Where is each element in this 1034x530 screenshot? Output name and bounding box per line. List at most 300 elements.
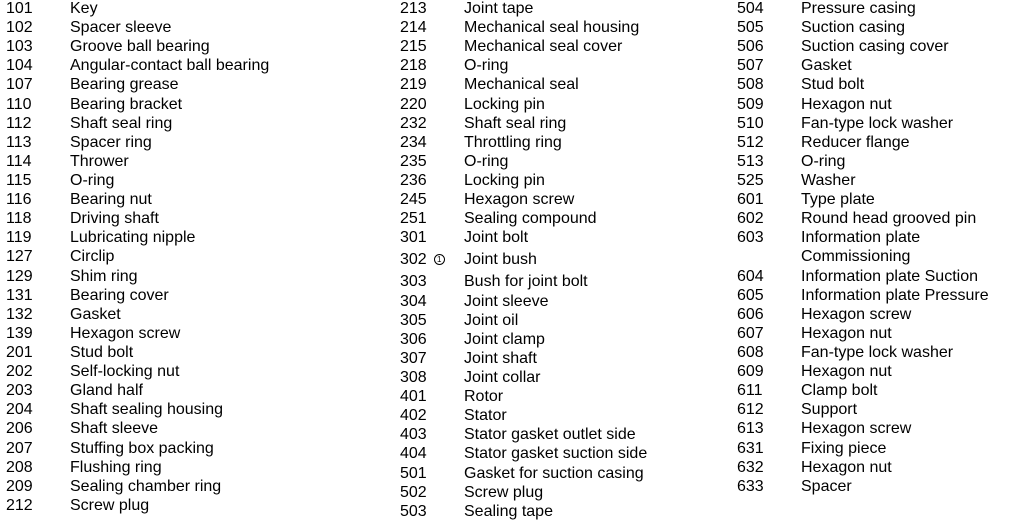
- part-name: Round head grooved pin: [801, 210, 977, 228]
- parts-list-row: [737, 37, 989, 56]
- parts-list-row: [400, 114, 647, 133]
- part-number: 118: [6, 210, 32, 228]
- part-name: Stud bolt: [801, 76, 865, 94]
- part-name: Stuffing box packing: [70, 439, 214, 457]
- part-number: 613: [737, 420, 764, 438]
- part-number: 503: [400, 502, 427, 520]
- part-name: Sealing tape: [464, 502, 553, 520]
- part-number-cell: [400, 56, 464, 75]
- part-number: 208: [6, 458, 33, 476]
- part-name: Information plate: [801, 229, 921, 247]
- part-number-cell: [6, 439, 70, 458]
- part-name: O-ring: [464, 152, 509, 170]
- part-number-cell: [400, 425, 464, 444]
- part-name: Hexagon nut: [801, 324, 892, 342]
- part-number: 236: [400, 172, 427, 190]
- part-number-cell: [6, 286, 70, 305]
- part-number: 513: [737, 152, 764, 170]
- part-number: 306: [400, 330, 427, 348]
- part-name: Reducer flange: [801, 133, 910, 151]
- part-name: Type plate: [801, 191, 875, 209]
- part-name: Spacer sleeve: [70, 19, 172, 37]
- parts-list-row: [737, 286, 989, 305]
- part-name: Driving shaft: [70, 210, 159, 228]
- parts-list-row: [737, 267, 989, 286]
- parts-list-row: [400, 209, 647, 228]
- parts-list-row: [400, 228, 647, 247]
- part-number-cell: [6, 247, 70, 266]
- parts-list-row: [400, 292, 647, 311]
- part-name: O-ring: [70, 172, 115, 190]
- part-name: Mechanical seal cover: [464, 38, 623, 56]
- part-number: 232: [400, 114, 427, 132]
- parts-list-row: [400, 133, 647, 152]
- parts-list-row: [6, 114, 269, 133]
- part-name: Spacer ring: [70, 133, 152, 151]
- part-name: Fan-type lock washer: [801, 344, 954, 362]
- part-name: Gasket for suction casing: [464, 464, 644, 482]
- parts-list-row: [6, 171, 269, 190]
- part-number-cell: [737, 56, 801, 75]
- part-number-cell: [737, 75, 801, 94]
- part-number-cell: [6, 133, 70, 152]
- part-number-cell: [737, 133, 801, 152]
- part-name: Key: [70, 0, 98, 18]
- part-number-cell: [6, 95, 70, 114]
- part-number-cell: [6, 75, 70, 94]
- part-number: 110: [6, 95, 32, 113]
- parts-list-row: [400, 272, 647, 291]
- parts-list-row: [737, 0, 989, 18]
- part-number-cell: [737, 477, 801, 496]
- parts-list-row: [6, 209, 269, 228]
- parts-list-row: [6, 133, 269, 152]
- part-name: Information plate Pressure: [801, 286, 989, 304]
- part-number-cell: [737, 458, 801, 477]
- part-number: 214: [400, 19, 427, 37]
- part-number-cell: [6, 324, 70, 343]
- parts-column-3: [737, 0, 989, 496]
- part-number-cell: [737, 439, 801, 458]
- part-number-cell: [400, 406, 464, 425]
- part-name: Throttling ring: [464, 133, 562, 151]
- part-number-cell: [400, 133, 464, 152]
- parts-list-row: [400, 37, 647, 56]
- part-number: 505: [737, 19, 764, 37]
- part-number-cell: [737, 400, 801, 419]
- part-number: 207: [6, 439, 33, 457]
- part-name: Information plate Suction: [801, 267, 978, 285]
- part-name: O-ring: [464, 57, 509, 75]
- part-number: 132: [6, 305, 33, 323]
- part-name: Shaft sealing housing: [70, 401, 223, 419]
- part-number: 501: [400, 464, 427, 482]
- part-name: Bearing cover: [70, 286, 169, 304]
- part-name: Screw plug: [70, 496, 150, 514]
- part-number-cell: [6, 0, 70, 18]
- part-number: 219: [400, 76, 427, 94]
- part-name: Stator gasket outlet side: [464, 426, 636, 444]
- parts-list-row: [737, 458, 989, 477]
- part-number: 107: [6, 76, 33, 94]
- part-number-cell: [400, 37, 464, 56]
- parts-list-row: [737, 152, 989, 171]
- part-number: 512: [737, 133, 764, 151]
- part-number-cell: [400, 311, 464, 330]
- parts-list-row: [737, 209, 989, 228]
- parts-list-row: [6, 75, 269, 94]
- parts-list-row: [6, 247, 269, 266]
- part-number-cell: [400, 75, 464, 94]
- part-number: 202: [6, 363, 33, 381]
- part-number: 139: [6, 324, 33, 342]
- part-number: 606: [737, 305, 764, 323]
- parts-list-row: [400, 152, 647, 171]
- part-number-cell: [6, 362, 70, 381]
- parts-list-row: [737, 439, 989, 458]
- part-number-cell: [6, 458, 70, 477]
- parts-list-row: [737, 56, 989, 75]
- part-number: 206: [6, 420, 33, 438]
- parts-list-row: [737, 18, 989, 37]
- part-number: 633: [737, 477, 764, 495]
- part-number: 218: [400, 57, 427, 75]
- part-name: Shaft seal ring: [70, 114, 173, 132]
- part-name: Joint tape: [464, 0, 534, 18]
- part-number-cell: [6, 152, 70, 171]
- part-number-cell: [737, 190, 801, 209]
- part-number: 604: [737, 267, 764, 285]
- part-number-cell: [400, 114, 464, 133]
- parts-list-row: [6, 400, 269, 419]
- part-number-cell: [737, 152, 801, 171]
- part-number-cell: [400, 368, 464, 387]
- part-name: Suction casing cover: [801, 38, 949, 56]
- part-name: Joint bolt: [464, 229, 529, 247]
- part-number: 307: [400, 349, 427, 367]
- part-name: Joint shaft: [464, 349, 537, 367]
- part-number-cell: [400, 330, 464, 349]
- part-number: 506: [737, 38, 764, 56]
- parts-list-row: [400, 425, 647, 444]
- part-number-cell: [6, 171, 70, 190]
- part-number: 303: [400, 273, 427, 291]
- parts-list-row: [6, 190, 269, 209]
- part-number-cell: [737, 305, 801, 324]
- part-number-cell: [400, 228, 464, 247]
- parts-list-row: [6, 362, 269, 381]
- part-name: Locking pin: [464, 95, 545, 113]
- part-number: 129: [6, 267, 33, 285]
- parts-list-row: [737, 114, 989, 133]
- part-number-cell: [737, 209, 801, 228]
- part-number-cell: [737, 114, 801, 133]
- part-name: Fixing piece: [801, 439, 887, 457]
- part-name: Rotor: [464, 388, 504, 406]
- part-name: Joint bush: [464, 251, 537, 269]
- part-number-cell: [6, 37, 70, 56]
- footnote-marker: 1: [434, 254, 445, 265]
- part-number-cell: [400, 0, 464, 18]
- parts-list-row: [6, 56, 269, 75]
- parts-list-row: [737, 228, 989, 247]
- part-number: 601: [737, 191, 764, 209]
- parts-list-row: [400, 368, 647, 387]
- parts-list-row: [737, 362, 989, 381]
- parts-column-1: [6, 0, 269, 515]
- part-name: Joint collar: [464, 369, 541, 387]
- part-name: Hexagon nut: [801, 95, 892, 113]
- part-number-cell: [6, 267, 70, 286]
- part-number: 131: [6, 286, 33, 304]
- part-number: 220: [400, 95, 427, 113]
- part-name: Self-locking nut: [70, 363, 180, 381]
- part-name: Angular-contact ball bearing: [70, 57, 270, 75]
- part-name: Spacer: [801, 477, 852, 495]
- parts-list-row: [6, 228, 269, 247]
- part-number-cell: [737, 343, 801, 362]
- parts-list-row: [400, 483, 647, 502]
- parts-list-row: [6, 419, 269, 438]
- part-number: 308: [400, 369, 427, 387]
- parts-list-row: [737, 343, 989, 362]
- parts-list-row: [6, 0, 269, 18]
- parts-list-row: [737, 324, 989, 343]
- part-number: 302: [400, 251, 427, 269]
- part-name: Shim ring: [70, 267, 138, 285]
- part-number-cell: [400, 250, 464, 269]
- part-number-cell: [737, 37, 801, 56]
- part-name: Shaft seal ring: [464, 114, 567, 132]
- part-number: 609: [737, 363, 764, 381]
- part-number-cell: [737, 0, 801, 18]
- parts-list-row: [400, 349, 647, 368]
- part-number: 103: [6, 38, 33, 56]
- part-name: Bearing nut: [70, 191, 152, 209]
- part-number: 204: [6, 401, 33, 419]
- part-name: Joint clamp: [464, 330, 545, 348]
- part-number: 605: [737, 286, 764, 304]
- part-name: Hexagon screw: [464, 191, 575, 209]
- part-name: Sealing compound: [464, 210, 597, 228]
- part-number-cell: [6, 56, 70, 75]
- parts-list-row: [737, 171, 989, 190]
- part-number: 510: [737, 114, 764, 132]
- part-number-cell: [6, 496, 70, 515]
- part-number: 509: [737, 95, 764, 113]
- part-number: 612: [737, 401, 764, 419]
- part-name: Groove ball bearing: [70, 38, 210, 56]
- part-number: 245: [400, 191, 427, 209]
- part-number: 504: [737, 0, 764, 18]
- parts-list-row: [400, 95, 647, 114]
- part-name: Stator gasket suction side: [464, 445, 648, 463]
- part-number: 234: [400, 133, 427, 151]
- part-number: 607: [737, 324, 764, 342]
- parts-list-row: [400, 502, 647, 521]
- part-name: Hexagon screw: [70, 324, 181, 342]
- part-name: Pressure casing: [801, 0, 916, 18]
- parts-list-row: [737, 95, 989, 114]
- parts-list-row: [400, 75, 647, 94]
- parts-list-row: [400, 311, 647, 330]
- part-number-cell: [737, 286, 801, 305]
- parts-list-row: [6, 477, 269, 496]
- part-number: 301: [400, 229, 427, 247]
- part-number: 209: [6, 477, 33, 495]
- part-number-cell: [6, 114, 70, 133]
- parts-list-row: [6, 458, 269, 477]
- part-number-cell: [6, 343, 70, 362]
- part-name: Gasket: [801, 57, 852, 75]
- part-number-cell: [400, 349, 464, 368]
- part-name: Hexagon nut: [801, 363, 892, 381]
- part-number: 401: [400, 388, 427, 406]
- part-number-cell: [400, 209, 464, 228]
- parts-list-row: [737, 400, 989, 419]
- part-number-cell: [400, 444, 464, 463]
- part-number-cell: [737, 171, 801, 190]
- part-name: Lubricating nipple: [70, 229, 196, 247]
- part-name: Clamp bolt: [801, 382, 878, 400]
- parts-list-row: [400, 56, 647, 75]
- parts-list-row: [6, 381, 269, 400]
- part-name: Hexagon nut: [801, 458, 892, 476]
- part-number-cell: [6, 209, 70, 228]
- part-name: Hexagon screw: [801, 305, 912, 323]
- part-number-cell: [400, 18, 464, 37]
- part-number: 608: [737, 344, 764, 362]
- parts-list-row: [737, 190, 989, 209]
- part-number: 404: [400, 445, 427, 463]
- part-number: 201: [6, 344, 33, 362]
- part-number-cell: [6, 305, 70, 324]
- part-number: 305: [400, 311, 427, 329]
- parts-list-row: [6, 496, 269, 515]
- part-number: 502: [400, 483, 427, 501]
- part-number-cell: [400, 190, 464, 209]
- part-name: Fan-type lock washer: [801, 114, 954, 132]
- part-name: Bush for joint bolt: [464, 273, 588, 291]
- part-number: 632: [737, 458, 764, 476]
- parts-list-row: [6, 152, 269, 171]
- part-name: Mechanical seal housing: [464, 19, 640, 37]
- part-number: 304: [400, 292, 427, 310]
- parts-list-row: [400, 444, 647, 463]
- part-name: Shaft sleeve: [70, 420, 159, 438]
- parts-list-row: [400, 247, 647, 272]
- parts-list-row: [6, 95, 269, 114]
- parts-list-row: [6, 343, 269, 362]
- part-name: Bearing grease: [70, 76, 179, 94]
- part-name: Gland half: [70, 382, 143, 400]
- part-number-cell: [737, 324, 801, 343]
- part-name: Commissioning: [801, 248, 911, 266]
- part-name: Hexagon screw: [801, 420, 912, 438]
- part-number-cell: [737, 95, 801, 114]
- parts-list-row: [400, 330, 647, 349]
- part-number: 631: [737, 439, 764, 457]
- part-number: 127: [6, 248, 33, 266]
- parts-list-row: [6, 305, 269, 324]
- part-number: 525: [737, 172, 764, 190]
- parts-list-row: [737, 75, 989, 94]
- part-number-cell: [737, 381, 801, 400]
- part-name: Joint oil: [464, 311, 519, 329]
- part-number: 119: [6, 229, 32, 247]
- parts-list-row: [737, 419, 989, 438]
- parts-list-row: [400, 171, 647, 190]
- parts-list-row: [400, 464, 647, 483]
- parts-column-2: [400, 0, 647, 521]
- parts-list-row: [400, 387, 647, 406]
- part-number-cell: [400, 152, 464, 171]
- part-name: Stator: [464, 407, 507, 425]
- part-number: 403: [400, 426, 427, 444]
- parts-list-row: [737, 133, 989, 152]
- part-number: 101: [6, 0, 33, 18]
- part-number-cell: [737, 362, 801, 381]
- part-number-cell: [400, 95, 464, 114]
- part-number: 507: [737, 57, 764, 75]
- part-name: Circlip: [70, 248, 115, 266]
- parts-list-row: [400, 18, 647, 37]
- part-number: 215: [400, 38, 427, 56]
- part-number-cell: [400, 464, 464, 483]
- part-number-cell: [400, 483, 464, 502]
- part-number: 603: [737, 229, 764, 247]
- part-number-cell: [400, 292, 464, 311]
- part-number-cell: [6, 419, 70, 438]
- part-name: Screw plug: [464, 483, 544, 501]
- part-number: 116: [6, 191, 32, 209]
- part-number-cell: [6, 381, 70, 400]
- part-number-cell: [737, 419, 801, 438]
- part-number: 251: [400, 210, 427, 228]
- part-number-cell: [400, 171, 464, 190]
- parts-list-row: [737, 477, 989, 496]
- part-name: O-ring: [801, 152, 846, 170]
- parts-list-row: [737, 305, 989, 324]
- part-number-cell: [6, 190, 70, 209]
- part-number-cell: [6, 400, 70, 419]
- parts-list-row: [400, 406, 647, 425]
- part-number: 112: [6, 114, 32, 132]
- parts-list-row: [400, 0, 647, 18]
- part-number: 602: [737, 210, 764, 228]
- parts-list-row: [6, 324, 269, 343]
- part-number: 115: [6, 172, 32, 190]
- part-name: Gasket: [70, 305, 121, 323]
- part-number: 508: [737, 76, 764, 94]
- part-name: Suction casing: [801, 19, 906, 37]
- part-name: Mechanical seal: [464, 76, 579, 94]
- part-number: 235: [400, 152, 427, 170]
- part-number: 611: [737, 382, 763, 400]
- parts-list-row: [6, 18, 269, 37]
- part-name: Thrower: [70, 152, 129, 170]
- part-number: 104: [6, 57, 33, 75]
- part-name: Washer: [801, 172, 856, 190]
- part-number-cell: [6, 477, 70, 496]
- part-number-cell: [400, 272, 464, 291]
- part-name: Sealing chamber ring: [70, 477, 222, 495]
- part-number-cell: [6, 228, 70, 247]
- parts-list-row: [6, 37, 269, 56]
- parts-list-row: [400, 190, 647, 209]
- part-name: Locking pin: [464, 172, 545, 190]
- parts-list-row: [737, 381, 989, 400]
